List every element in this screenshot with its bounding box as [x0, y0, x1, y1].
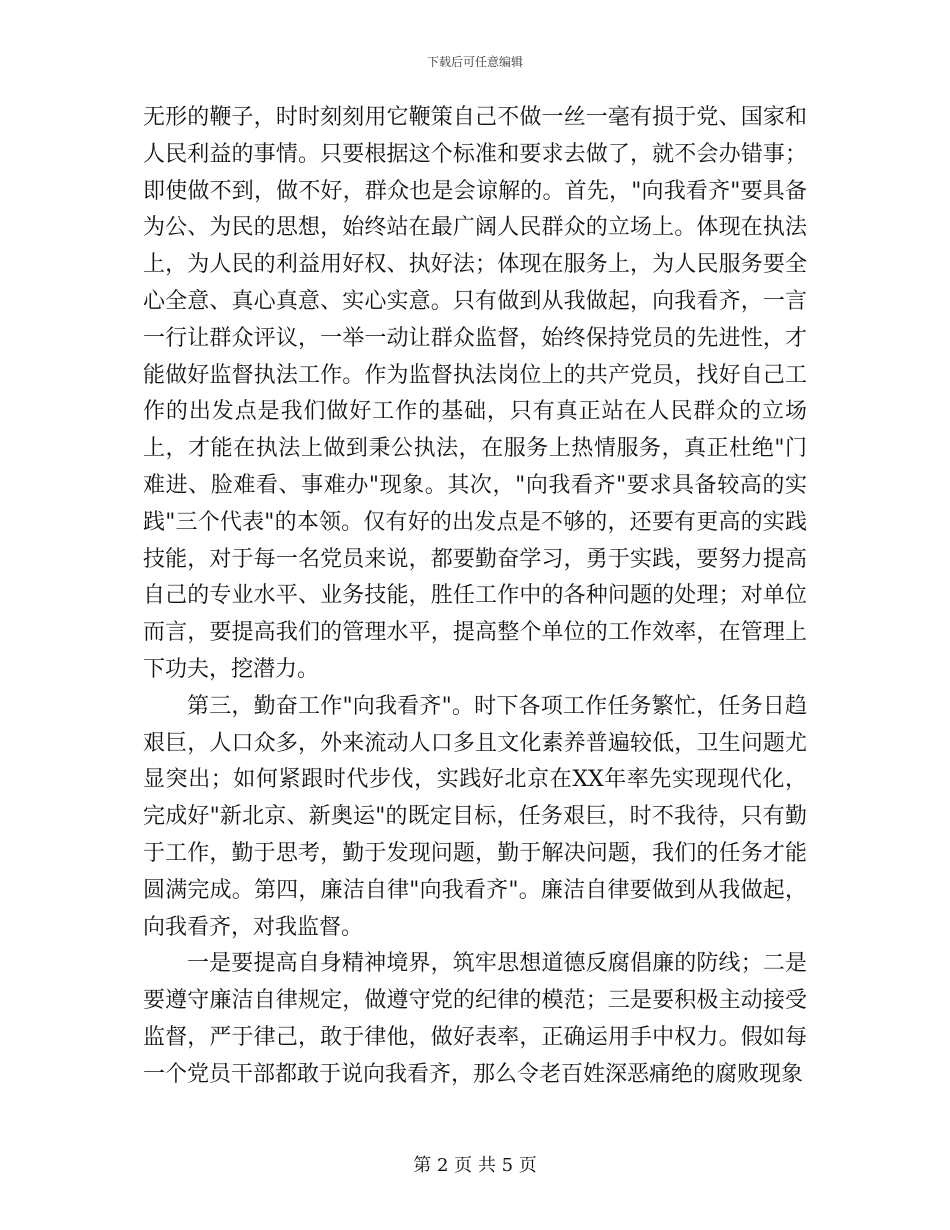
page-number-footer: 第 2 页 共 5 页: [413, 1155, 537, 1176]
page-header: 下载后可任意编辑: [426, 55, 523, 69]
paragraph-2: 第三，勤奋工作"向我看齐"。时下各项工作任务繁忙，任务日趋艰巨，人口众多，外来流动人口多且文化素养普遍较低，卫生问题尤显突出；如何紧跟时代步伐，实践好北京在XX年率先实现现代化，完成好"新北京、新奥运"的既定目标，任务艰巨，时不我待，只有勤于工作，勤于思考，勤于发现问题，勤于解决问题，我们的任务才能圆满完成。第四，廉洁自律"向我看齐"。廉洁自律要做到从我做起，向我看齐，对我监督。: [143, 693, 807, 940]
paragraph-1: 无形的鞭子，时时刻刻用它鞭策自己不做一丝一毫有损于党、国家和人民利益的事情。只要根据这个标准和要求去做了，就不会办错事；即使做不到，做不好，群众也是会谅解的。首先，"向我看齐"要具备为公、为民的思想，始终站在最广阔人民群众的立场上。体现在执法上，为人民的利益用好权、执好法；体现在服务上，为人民服务要全心全意、真心真意、实心实意。只有做到从我做起，向我看齐，一言一行让群众评议，一举一动让群众监督，始终保持党员的先进性，才能做好监督执法工作。作为监督执法岗位上的共产党员，找好自己工作的出发点是我们做好工作的基础，只有真正站在人民群众的立场上，才能在执法上做到秉公执法，在服务上热情服务，真正杜绝"门难进、脸难看、事难办"现象。其次，"向我看齐"要求具备较高的实践"三个代表"的本领。仅有好的出发点是不够的，还要有更高的实践技能，对于每一名党员来说，都要勤奋学习，勇于实践，要努力提高自己的专业水平、业务技能，胜任工作中的各种问题的处理；对单位而言，要提高我们的管理水平，提高整个单位的工作效率，在管理上下功夫，挖潜力。: [143, 105, 807, 682]
paragraph-3: 一是要提高自身精神境界，筑牢思想道德反腐倡廉的防线；二是要遵守廉洁自律规定，做遵守党的纪律的模范；三是要积极主动接受监督，严于律己，敢于律他，做好表率，正确运用手中权力。假如每一个党员干部都敢于说向我看齐，那么令老百姓深恶痛绝的腐败现象: [143, 951, 807, 1087]
document-body: [143, 100, 807, 1094]
